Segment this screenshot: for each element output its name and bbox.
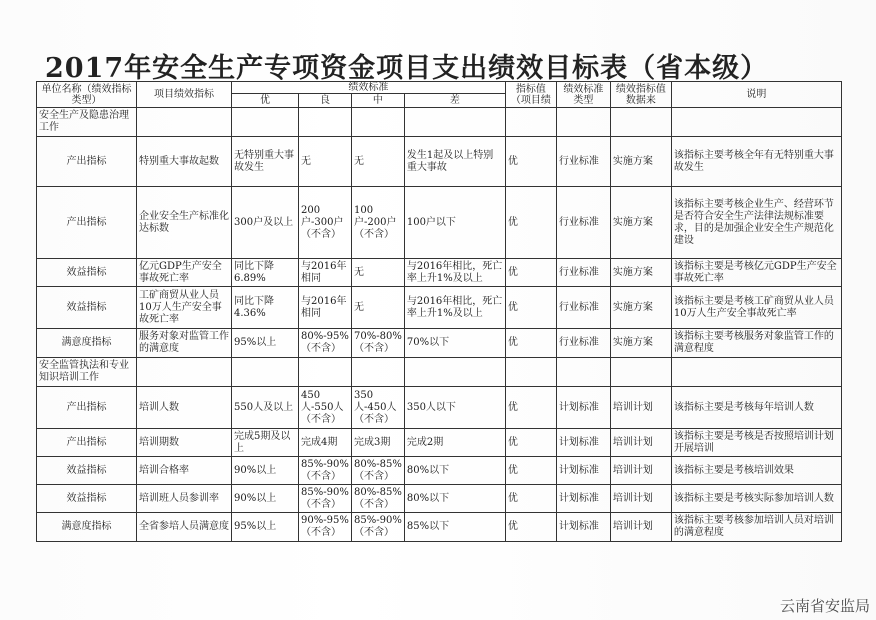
indicator-name: 工矿商贸从业人员10万人生产安全事故死亡率: [137, 287, 232, 329]
standard-you: 同比下降6.89%: [232, 259, 299, 287]
standard-zhong: 350人-450人（不含）: [352, 387, 405, 429]
standard-liang: 完成4期: [299, 429, 352, 457]
indicator-value: 优: [505, 329, 556, 358]
standard-cha: 350人以下: [404, 387, 505, 429]
standard-type: 行业标准: [556, 287, 610, 329]
header-liang: 良: [299, 94, 352, 108]
data-source: 培训计划: [610, 513, 671, 542]
description: 该指标主要是考核工矿商贸从业人员10万人生产安全事故死亡率: [671, 287, 841, 329]
description: 该指标主要考核全年有无特别重大事故发生: [671, 137, 841, 187]
header-indicator: 项目绩效指标: [137, 82, 232, 108]
empty-cell: [137, 108, 232, 137]
empty-cell: [299, 108, 352, 137]
standard-cha: 100户以下: [404, 187, 505, 259]
header-cha: 差: [404, 94, 505, 108]
header-value: 指标值（项目绩: [505, 82, 556, 108]
description: 该指标主要是考核培训效果: [671, 457, 841, 485]
header-unit: 单位名称（绩效指标类型）: [37, 82, 137, 108]
standard-zhong: 无: [352, 137, 405, 187]
standard-type: 计划标准: [556, 513, 610, 542]
standard-cha: 完成2期: [404, 429, 505, 457]
data-source: 培训计划: [610, 429, 671, 457]
header-you: 优: [232, 94, 299, 108]
standard-you: 完成5期及以上: [232, 429, 299, 457]
standard-type: 计划标准: [556, 457, 610, 485]
standard-liang: 无: [299, 137, 352, 187]
indicator-name: 亿元GDP生产安全事故死亡率: [137, 259, 232, 287]
indicator-value: 优: [505, 137, 556, 187]
indicator-name: 培训期数: [137, 429, 232, 457]
header-standard: 绩效标准: [232, 82, 506, 94]
header-note: 说明: [671, 82, 841, 108]
standard-liang: 85%-90%（不含）: [299, 457, 352, 485]
standard-cha: 发生1起及以上特别重大事故: [404, 137, 505, 187]
indicator-category: 效益指标: [37, 259, 137, 287]
data-source: 培训计划: [610, 485, 671, 513]
data-source: 实施方案: [610, 329, 671, 358]
data-source: 实施方案: [610, 187, 671, 259]
empty-cell: [671, 358, 841, 387]
empty-cell: [299, 358, 352, 387]
indicator-name: 企业安全生产标准化达标数: [137, 187, 232, 259]
standard-you: 550人及以上: [232, 387, 299, 429]
standard-liang: 80%-95%（不含）: [299, 329, 352, 358]
standard-zhong: 100户-200户（不含）: [352, 187, 405, 259]
table-row: [37, 329, 842, 358]
standard-zhong: 完成3期: [352, 429, 405, 457]
section-row: [37, 108, 842, 137]
standard-type: 计划标准: [556, 485, 610, 513]
header-zhong: 中: [352, 94, 405, 108]
standard-liang: 与2016年相同: [299, 259, 352, 287]
standard-zhong: 80%-85%（不含）: [352, 485, 405, 513]
document-title: 2017年安全生产专项资金项目支出绩效目标表（省本级）: [45, 53, 769, 84]
indicator-value: 优: [505, 485, 556, 513]
standard-type: 行业标准: [556, 137, 610, 187]
standard-zhong: 70%-80%（不含）: [352, 329, 405, 358]
standard-zhong: 80%-85%（不含）: [352, 457, 405, 485]
indicator-name: 培训人数: [137, 387, 232, 429]
standard-you: 90%以上: [232, 457, 299, 485]
indicator-category: 产出指标: [37, 137, 137, 187]
indicator-category: 效益指标: [37, 457, 137, 485]
table-body: [37, 108, 842, 542]
table-row: [37, 259, 842, 287]
description: 该指标主要考核企业生产、经营环节是否符合安全生产法律法规标准要求，目的是加强企业安全生产规范化建设: [671, 187, 841, 259]
standard-you: 90%以上: [232, 485, 299, 513]
indicator-value: 优: [505, 259, 556, 287]
empty-cell: [610, 358, 671, 387]
table-row: [37, 513, 842, 542]
standard-cha: 与2016年相比，死亡率上升1%及以上: [404, 287, 505, 329]
data-source: 培训计划: [610, 387, 671, 429]
indicator-category: 效益指标: [37, 287, 137, 329]
empty-cell: [232, 358, 299, 387]
indicator-name: 服务对象对监管工作的满意度: [137, 329, 232, 358]
indicator-category: 产出指标: [37, 187, 137, 259]
performance-target-table: [36, 81, 842, 542]
indicator-name: 特别重大事故起数: [137, 137, 232, 187]
standard-zhong: 无: [352, 287, 405, 329]
standard-you: 无特别重大事故发生: [232, 137, 299, 187]
indicator-value: 优: [505, 457, 556, 485]
description: 该指标主要考核服务对象监管工作的满意程度: [671, 329, 841, 358]
standard-type: 行业标准: [556, 259, 610, 287]
empty-cell: [505, 358, 556, 387]
empty-cell: [610, 108, 671, 137]
empty-cell: [352, 358, 405, 387]
indicator-name: 培训班人员参训率: [137, 485, 232, 513]
indicator-category: 产出指标: [37, 429, 137, 457]
indicator-value: 优: [505, 287, 556, 329]
indicator-name: 培训合格率: [137, 457, 232, 485]
standard-liang: 85%-90%（不含）: [299, 485, 352, 513]
data-source: 实施方案: [610, 137, 671, 187]
standard-you: 300户及以上: [232, 187, 299, 259]
description: 该指标主要是考核是否按照培训计划开展培训: [671, 429, 841, 457]
empty-cell: [404, 358, 505, 387]
standard-type: 计划标准: [556, 429, 610, 457]
empty-cell: [404, 108, 505, 137]
table-row: [37, 287, 842, 329]
standard-zhong: 85%-90%（不含）: [352, 513, 405, 542]
table-row: [37, 387, 842, 429]
standard-liang: 450人-550人（不含）: [299, 387, 352, 429]
indicator-value: 优: [505, 187, 556, 259]
empty-cell: [505, 108, 556, 137]
indicator-category: 产出指标: [37, 387, 137, 429]
indicator-value: 优: [505, 513, 556, 542]
header-type: 绩效标准类型: [556, 82, 610, 108]
empty-cell: [137, 358, 232, 387]
standard-liang: 200户-300户（不含）: [299, 187, 352, 259]
standard-liang: 与2016年相同: [299, 287, 352, 329]
indicator-category: 满意度指标: [37, 329, 137, 358]
standard-liang: 90%-95%（不含）: [299, 513, 352, 542]
empty-cell: [556, 358, 610, 387]
standard-type: 行业标准: [556, 329, 610, 358]
empty-cell: [232, 108, 299, 137]
data-source: 培训计划: [610, 457, 671, 485]
empty-cell: [671, 108, 841, 137]
indicator-category: 效益指标: [37, 485, 137, 513]
header-source: 绩效指标值数据来: [610, 82, 671, 108]
standard-you: 95%以上: [232, 513, 299, 542]
table-row: [37, 485, 842, 513]
standard-cha: 85%以下: [404, 513, 505, 542]
indicator-category: 满意度指标: [37, 513, 137, 542]
data-source: 实施方案: [610, 259, 671, 287]
standard-you: 95%以上: [232, 329, 299, 358]
watermark-text: 云南省安监局: [779, 597, 870, 615]
description: 该指标主要考核参加培训人员对培训的满意程度: [671, 513, 841, 542]
section-name: 安全监管执法和专业知识培训工作: [37, 358, 137, 387]
standard-cha: 70%以下: [404, 329, 505, 358]
table-row: [37, 137, 842, 187]
description: 该指标主要是考核每年培训人数: [671, 387, 841, 429]
standard-cha: 80%以下: [404, 485, 505, 513]
table-header: [37, 82, 842, 108]
standard-zhong: 无: [352, 259, 405, 287]
standard-cha: 80%以下: [404, 457, 505, 485]
indicator-value: 优: [505, 429, 556, 457]
section-name: 安全生产及隐患治理工作: [37, 108, 137, 137]
indicator-name: 全省参培人员满意度: [137, 513, 232, 542]
table-row: [37, 429, 842, 457]
standard-you: 同比下降4.36%: [232, 287, 299, 329]
standard-type: 计划标准: [556, 387, 610, 429]
description: 该指标主要是考核亿元GDP生产安全事故死亡率: [671, 259, 841, 287]
empty-cell: [352, 108, 405, 137]
table-row: [37, 457, 842, 485]
indicator-value: 优: [505, 387, 556, 429]
section-row: [37, 358, 842, 387]
empty-cell: [556, 108, 610, 137]
standard-cha: 与2016年相比，死亡率上升1%及以上: [404, 259, 505, 287]
standard-type: 行业标准: [556, 187, 610, 259]
table-row: [37, 187, 842, 259]
description: 该指标主要是考核实际参加培训人数: [671, 485, 841, 513]
data-source: 实施方案: [610, 287, 671, 329]
